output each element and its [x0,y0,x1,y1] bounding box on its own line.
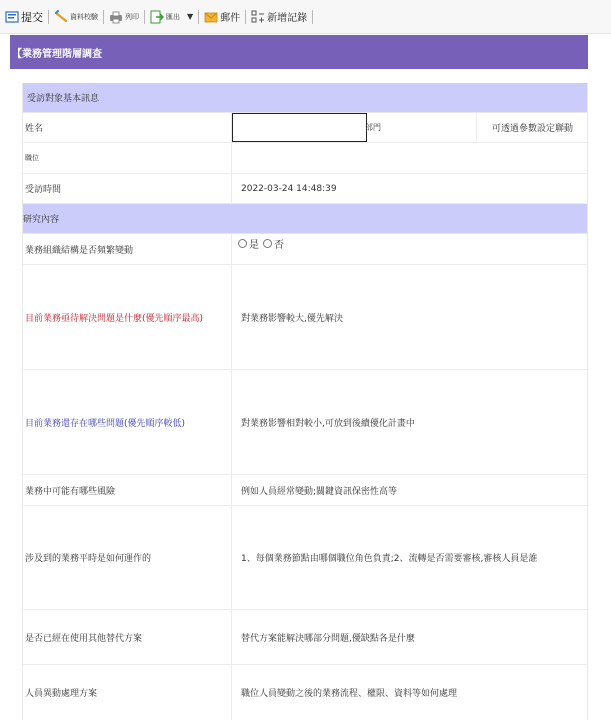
validate-icon [54,10,68,24]
form-row-name [23,113,587,143]
field-label-interview-time: 受訪時間 [23,174,232,203]
form-row-interview-time [23,174,587,204]
new-record-icon [251,10,265,24]
mail-icon [204,10,218,24]
new-record-label: 新增記錄 [267,13,308,24]
question-label: 目前業務亟待解決問題是什麼(優先順序最高) [23,265,232,369]
export-icon [150,10,164,24]
form-row-q2 [23,265,587,370]
submit-button[interactable] [2,7,46,27]
radio-group [238,236,288,251]
section-header-basic-info [23,83,587,113]
section-title: 受訪對象基本訊息 [27,94,100,104]
answer-field[interactable]: 例如人員經常變動;關鍵資訊保密性高等 [241,486,398,497]
form-title-bar [10,35,588,69]
name-input[interactable] [232,113,367,142]
toolbar-separator [312,10,313,24]
toolbar-separator [103,10,104,24]
answer-field[interactable]: 對業務影響較大,優先解決 [241,313,343,324]
question-label: 業務中可能有哪些風險 [23,475,232,505]
answer-field[interactable]: 對業務影響相對較小,可放到後續優化計畫中 [241,418,415,429]
position-input[interactable] [232,143,587,173]
toolbar-separator [245,10,246,24]
form-row-q3 [23,370,587,475]
validate-button[interactable] [51,7,101,27]
field-label-department: 部門 [365,123,381,132]
answer-field[interactable]: 職位人員變動之後的業務流程、權限、資料等如何處理 [241,689,458,699]
interview-time-value[interactable]: 2022-03-24 14:48:39 [241,183,337,194]
radio-yes[interactable] [238,239,247,248]
question-label: 人員異動處理方案 [23,665,232,720]
form-row-q7 [23,665,587,720]
form-row-q4 [23,475,587,506]
question-label: 涉及到的業務平時是如何運作的 [23,506,232,609]
field-label-name: 姓名 [23,113,232,142]
toolbar-separator [48,10,49,24]
section-header-research [23,204,587,234]
print-label: 列印 [125,12,139,21]
printer-icon [109,10,123,24]
mail-button[interactable] [201,7,243,27]
answer-field[interactable]: 1、每個業務節點由哪個職位角色負責;2、流轉是否需要審核,審核人員是誰 [241,554,538,564]
validate-label: 資料校驗 [70,12,98,21]
radio-no[interactable] [263,239,272,248]
question-label: 是否已經在使用其他替代方案 [23,610,232,664]
form-row-q5 [23,506,587,610]
form-row-position [23,143,587,174]
new-record-button[interactable] [248,7,310,27]
question-label: 目前業務還存在哪些問題(優先順序較低) [23,370,232,474]
export-button[interactable] [147,7,196,27]
submit-icon [5,10,19,24]
submit-label: 提交 [21,10,43,24]
question-label: 業務組織結構是否頻繁變動 [23,234,232,264]
mail-label: 郵件 [220,13,241,24]
question-answer-area [232,234,587,264]
form-title: 【業務管理階層調查 [12,48,102,60]
toolbar-separator [144,10,145,24]
radio-no-label: 否 [274,240,284,251]
form-row-q1 [23,234,587,265]
survey-form [22,83,588,720]
export-label: 匯出 [166,12,180,21]
section-title: 研究內容 [23,215,60,225]
field-value-name-area [232,113,587,142]
chevron-down-icon[interactable]: ▼ [187,12,194,21]
toolbar [0,0,611,34]
answer-field[interactable]: 替代方案能解決哪部分問題,優缺點各是什麼 [241,633,415,644]
field-label-position: 職位 [23,143,232,173]
toolbar-separator [198,10,199,24]
form-row-q6 [23,610,587,665]
param-linkage-note: 可透過參數設定聯動 [476,113,588,142]
print-button[interactable] [106,7,142,27]
radio-yes-label: 是 [249,240,259,251]
